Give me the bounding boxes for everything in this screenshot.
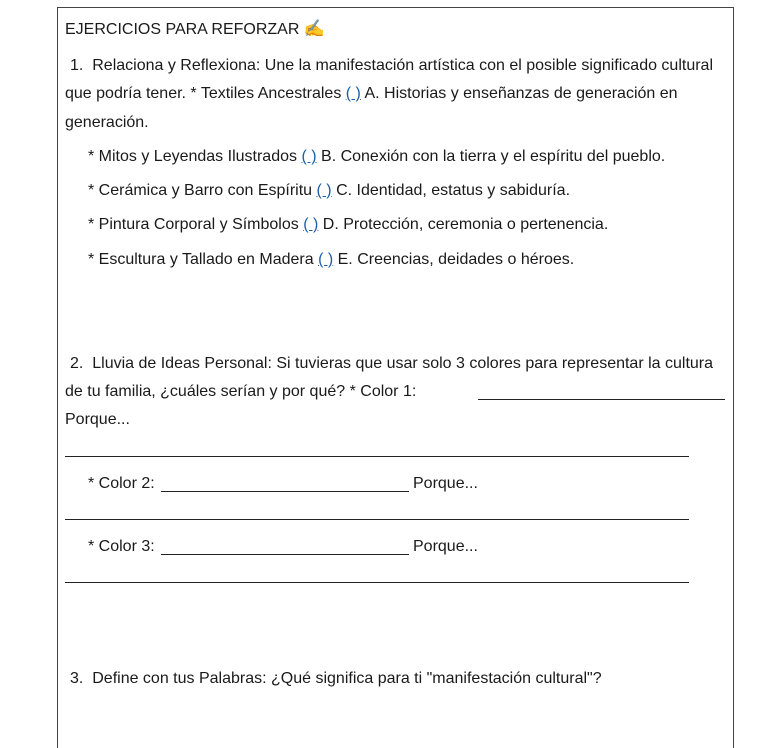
- q2-color1-label: de tu familia, ¿cuáles serían y por qué? * Color 1:: [65, 383, 417, 400]
- q1-answer-slot-5[interactable]: ( ): [318, 251, 334, 268]
- q1-item-right: E. Creencias, deidades o héroes.: [337, 251, 575, 268]
- color1-answer-line[interactable]: [478, 399, 725, 400]
- title-text: EJERCICIOS PARA REFORZAR: [65, 21, 300, 38]
- q1-item-3: [88, 215, 608, 235]
- q2-color3-label: * Color 3:: [88, 538, 155, 555]
- color3-reason-line[interactable]: [65, 582, 689, 583]
- q2-line-2: [65, 382, 416, 402]
- color2-answer-line[interactable]: [161, 491, 409, 492]
- q1-answer-slot-2[interactable]: ( ): [301, 148, 317, 165]
- q1-item-left: * Mitos y Leyendas Ilustrados: [88, 148, 297, 165]
- writing-hand-icon: ✍️: [303, 19, 326, 39]
- q1-answer-slot-3[interactable]: ( ): [316, 182, 332, 199]
- q1-item-4: [88, 250, 574, 270]
- q1-item-left: * Pintura Corporal y Símbolos: [88, 216, 299, 233]
- q2-line-1: [70, 354, 713, 374]
- color1-reason-line[interactable]: [65, 456, 689, 457]
- q1-item-2: [88, 181, 570, 201]
- q3-prompt: Define con tus Palabras: ¿Qué significa para ti "manifestación cultural"?: [92, 670, 602, 687]
- q3-line: [70, 669, 602, 689]
- q1-number: 1.: [70, 57, 84, 74]
- q1-line-1: [70, 56, 713, 76]
- q1-line-3: generación.: [65, 114, 149, 131]
- q1-option-a: A. Historias y enseñanzas de generación en: [364, 85, 678, 102]
- color3-answer-line[interactable]: [161, 554, 409, 555]
- q2-color2-row: [88, 474, 155, 494]
- q2-color2-label: * Color 2:: [88, 475, 155, 492]
- q3-number: 3.: [70, 670, 84, 687]
- q1-item-left: * Escultura y Tallado en Madera: [88, 251, 314, 268]
- worksheet-title: [65, 19, 325, 40]
- q1-answer-slot-4[interactable]: ( ): [303, 216, 319, 233]
- q1-item-right: B. Conexión con la tierra y el espíritu del pueblo.: [321, 148, 666, 165]
- q1-item-right: D. Protección, ceremonia o pertenencia.: [322, 216, 609, 233]
- q1-line-2: [65, 84, 725, 104]
- q2-prompt: Lluvia de Ideas Personal: Si tuvieras que usar solo 3 colores para representar la cultura: [92, 355, 714, 372]
- q2-color3-row: [88, 537, 155, 557]
- q1-prompt: Relaciona y Reflexiona: Une la manifestación artística con el posible significado cultural: [92, 57, 714, 74]
- q1-answer-slot-1[interactable]: ( ): [345, 85, 361, 102]
- q2-porque-1: Porque...: [65, 411, 130, 428]
- q1-item-right: C. Identidad, estatus y sabiduría.: [336, 182, 571, 199]
- q1-item-left: * Cerámica y Barro con Espíritu: [88, 182, 313, 199]
- q2-porque-2: Porque...: [413, 475, 478, 492]
- color2-reason-line[interactable]: [65, 519, 689, 520]
- q2-number: 2.: [70, 355, 84, 372]
- worksheet-frame: [57, 7, 734, 748]
- q1-item-1: [88, 147, 665, 167]
- q1-text-a: que podría tener. * Textiles Ancestrales: [65, 85, 342, 102]
- q2-porque-3: Porque...: [413, 538, 478, 555]
